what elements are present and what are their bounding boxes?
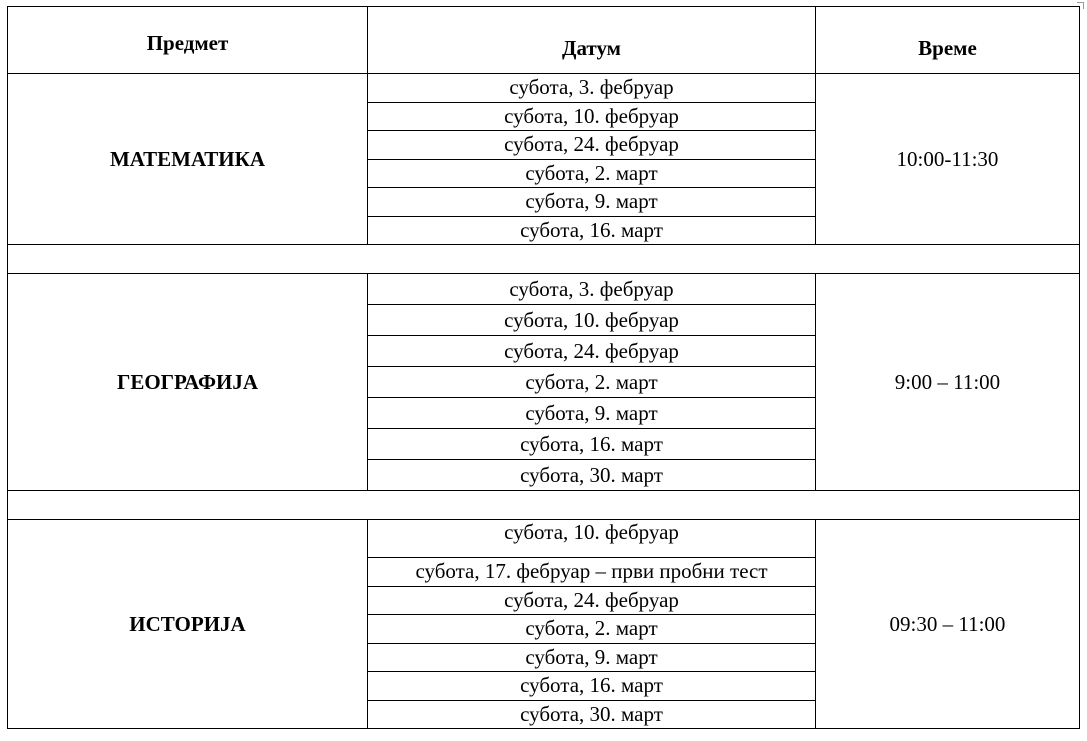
- document-page: [7, 6, 1079, 729]
- date-cell[interactable]: субота, 16. март: [368, 429, 816, 460]
- schedule-table: [7, 6, 1080, 729]
- date-cell[interactable]: субота, 2. март: [368, 615, 816, 644]
- table-row: [8, 274, 1080, 305]
- spacer-row: [8, 245, 1080, 274]
- table-row: [8, 74, 1080, 103]
- spacer-cell[interactable]: [8, 245, 1080, 274]
- date-cell[interactable]: субота, 9. март: [368, 188, 816, 217]
- date-cell[interactable]: субота, 24. фебруар: [368, 586, 816, 615]
- date-cell[interactable]: субота, 16. март: [368, 672, 816, 701]
- time-cell-geography[interactable]: 9:00 – 11:00: [816, 274, 1080, 491]
- date-cell[interactable]: субота, 9. март: [368, 398, 816, 429]
- date-cell[interactable]: субота, 30. март: [368, 460, 816, 491]
- date-cell[interactable]: субота, 10. фебруар: [368, 102, 816, 131]
- subject-cell-math[interactable]: МАТЕМАТИКА: [8, 74, 368, 245]
- date-cell[interactable]: субота, 3. фебруар: [368, 274, 816, 305]
- date-cell[interactable]: субота, 2. март: [368, 159, 816, 188]
- header-time[interactable]: Време: [816, 7, 1080, 74]
- date-cell[interactable]: субота, 24. фебруар: [368, 336, 816, 367]
- time-cell-history[interactable]: 09:30 – 11:00: [816, 520, 1080, 729]
- header-subject[interactable]: Предмет: [8, 7, 368, 74]
- date-cell[interactable]: субота, 17. фебруар – први пробни тест: [368, 558, 816, 587]
- date-cell[interactable]: субота, 24. фебруар: [368, 131, 816, 160]
- header-row: [8, 7, 1080, 74]
- subject-cell-history[interactable]: ИСТОРИЈА: [8, 520, 368, 729]
- subject-cell-geography[interactable]: ГЕОГРАФИЈА: [8, 274, 368, 491]
- date-cell[interactable]: субота, 16. март: [368, 216, 816, 245]
- table-row: [8, 520, 1080, 558]
- date-cell[interactable]: субота, 10. фебруар: [368, 305, 816, 336]
- spacer-row: [8, 491, 1080, 520]
- header-date[interactable]: Датум: [368, 7, 816, 74]
- date-cell[interactable]: субота, 9. март: [368, 643, 816, 672]
- date-cell[interactable]: субота, 10. фебруар: [368, 520, 816, 558]
- date-cell[interactable]: субота, 3. фебруар: [368, 74, 816, 103]
- date-cell[interactable]: субота, 2. март: [368, 367, 816, 398]
- date-cell[interactable]: субота, 30. март: [368, 700, 816, 729]
- time-cell-math[interactable]: 10:00-11:30: [816, 74, 1080, 245]
- spacer-cell[interactable]: [8, 491, 1080, 520]
